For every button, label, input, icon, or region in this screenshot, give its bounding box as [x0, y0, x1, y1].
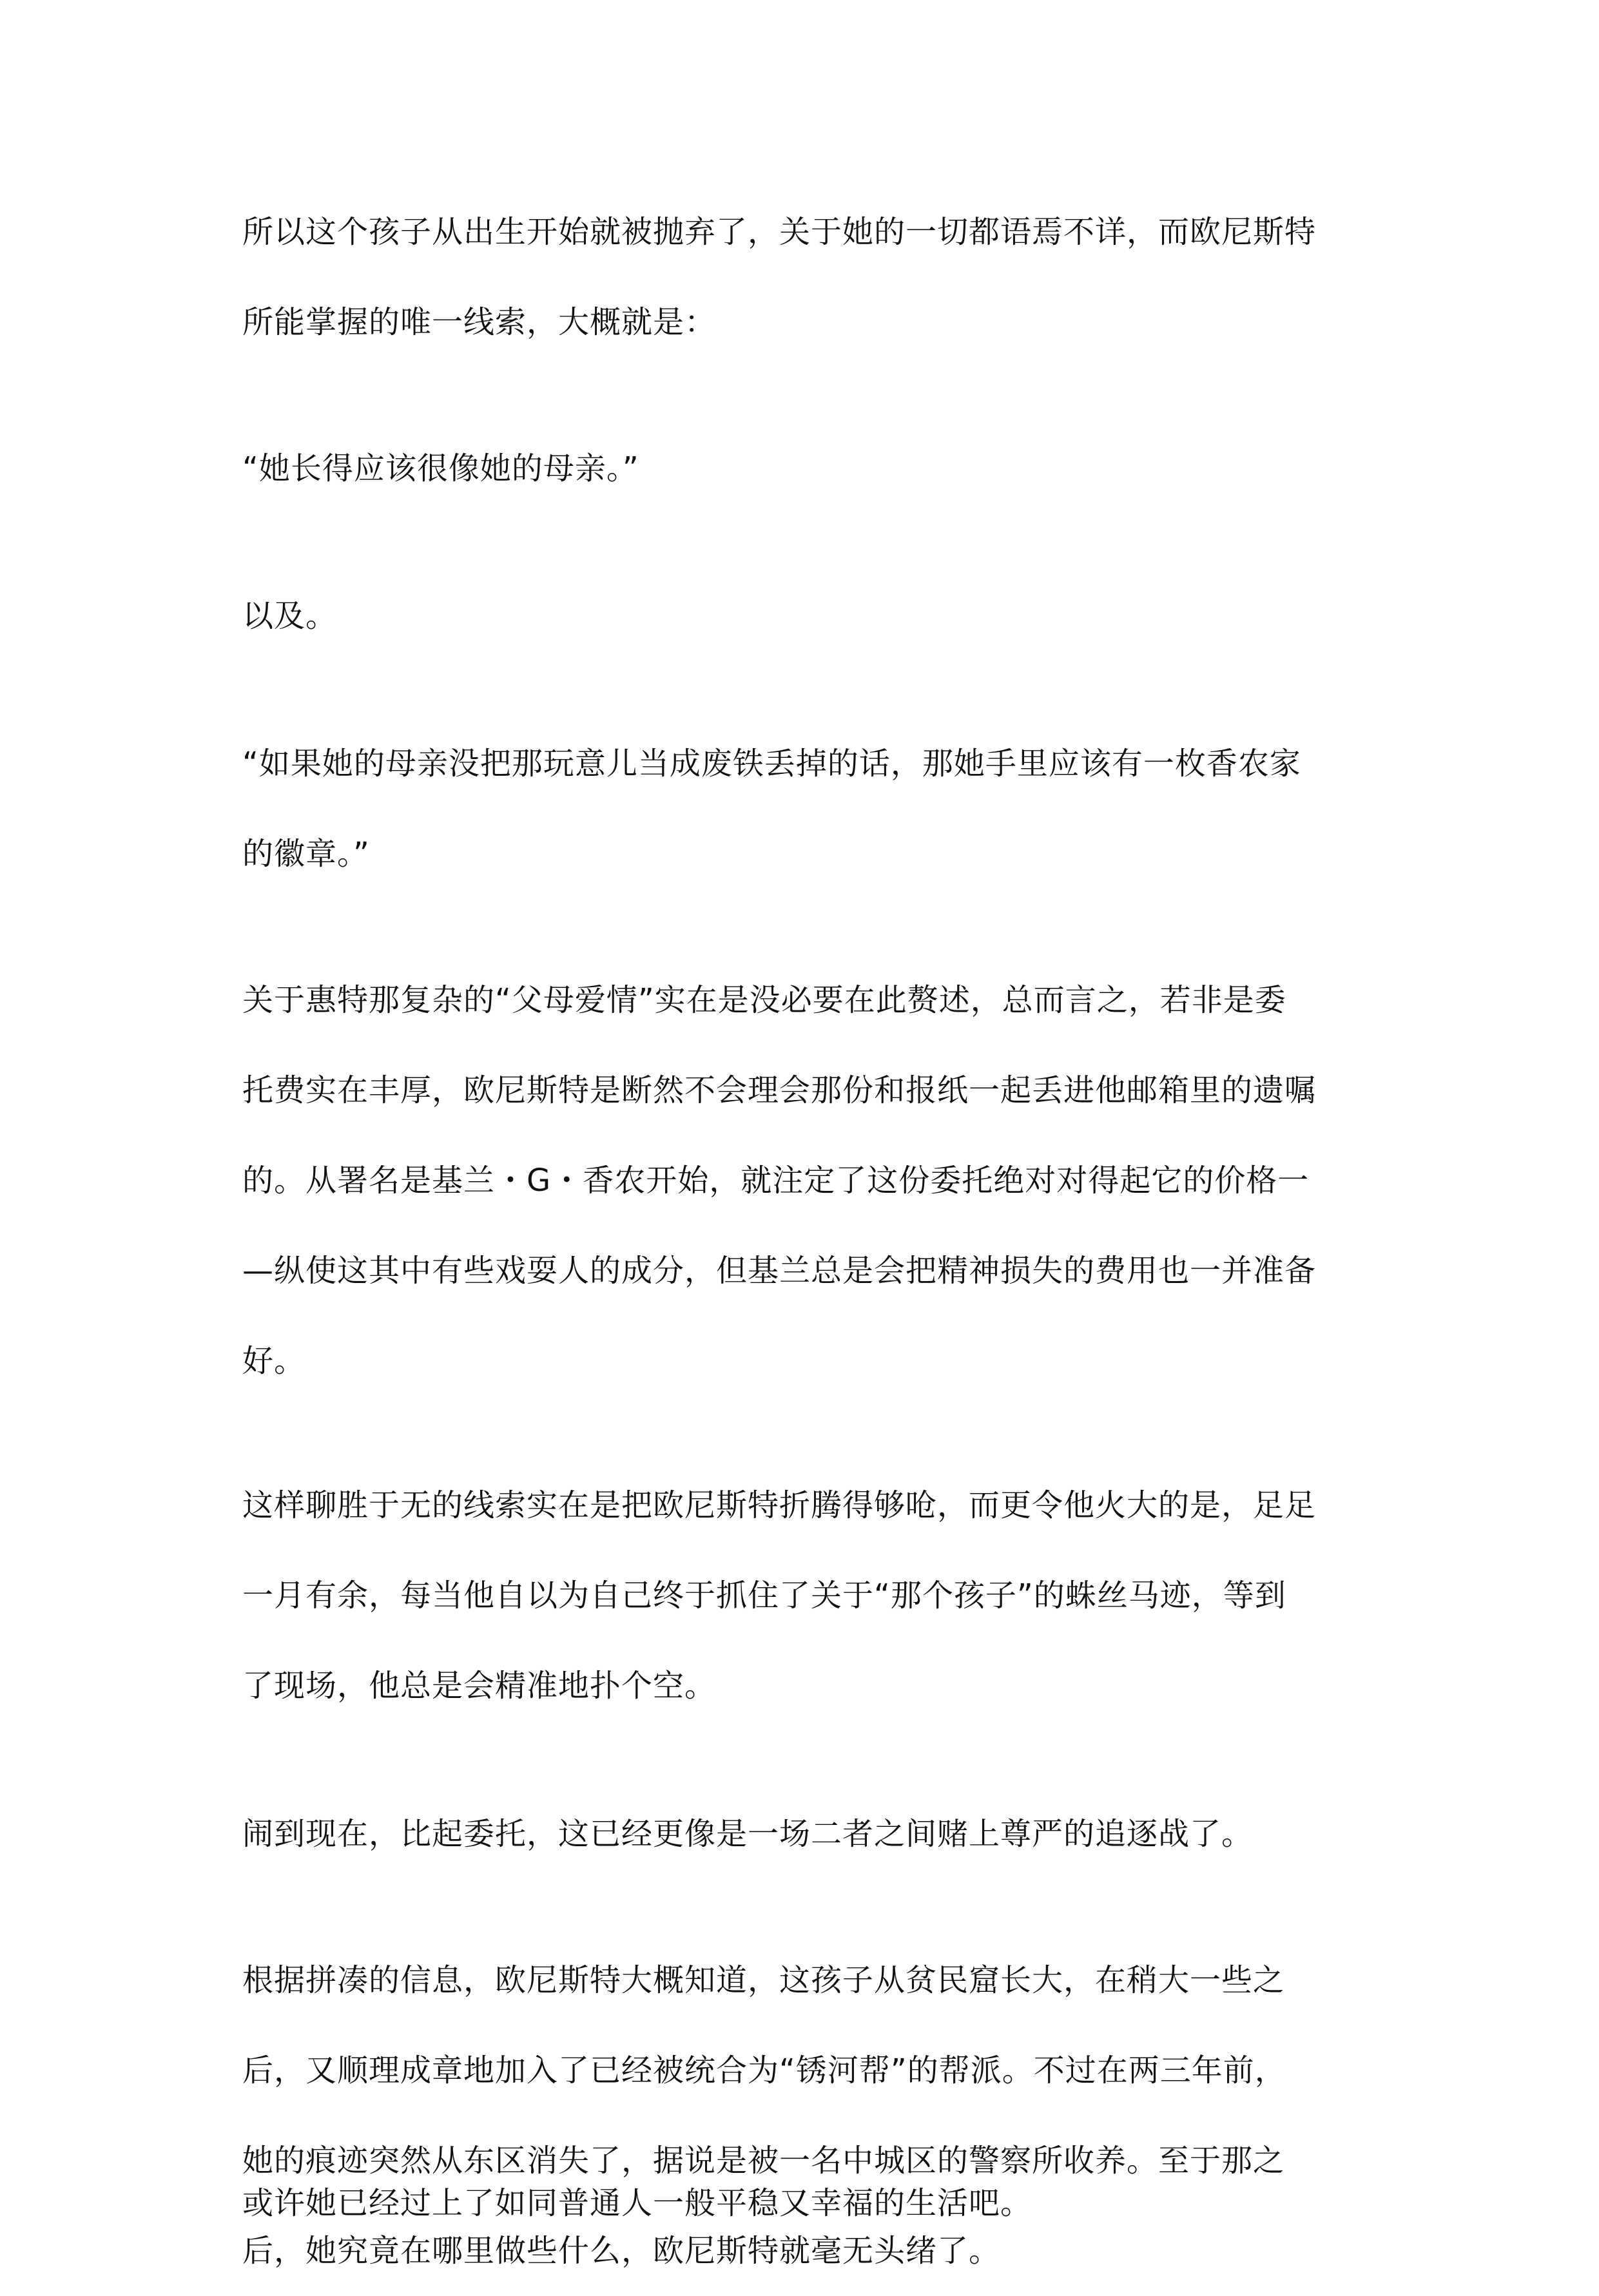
text-line: 好。	[242, 1343, 306, 1379]
text-line: 了现场，他总是会精准地扑个空。	[242, 1668, 717, 1704]
paragraph-2	[242, 423, 1357, 514]
text-line: 的。从署名是基兰・G・香农开始，就注定了这份委托绝对对得起它的价格一	[242, 1162, 1310, 1199]
text-line: 托费实在丰厚，欧尼斯特是断然不会理会那份和报纸一起丢进他邮箱里的遗嘱	[242, 1072, 1317, 1108]
text-line: 所以这个孩子从出生开始就被抛弃了，关于她的一切都语焉不详，而欧尼斯特	[242, 214, 1317, 250]
paragraph-9	[242, 2158, 1357, 2248]
text-line: 所能掌握的唯一线索，大概就是：	[242, 304, 717, 340]
text-line: “如果她的母亲没把那玩意儿当成废铁丢掉的话，那她手里应该有一枚香农家	[242, 746, 1301, 782]
text-line: 的徽章。”	[242, 836, 370, 872]
text-line: 一月有余，每当他自以为自己终于抓住了关于“那个孩子”的蛛丝马迹，等到	[242, 1577, 1286, 1614]
text-line: 她的痕迹突然从东区消失了，据说是被一名中城区的警察所收养。至于那之	[242, 2143, 1285, 2179]
text-line: 后，又顺理成章地加入了已经被统合为“锈河帮”的帮派。不过在两三年前，	[242, 2052, 1286, 2089]
paragraph-5	[242, 955, 1357, 1406]
text-line: —纵使这其中有些戏耍人的成分，但基兰总是会把精神损失的费用也一并准备	[242, 1253, 1317, 1289]
paragraph-1	[242, 187, 1357, 367]
paragraph-4	[242, 719, 1357, 899]
text-line: 这样聊胜于无的线索实在是把欧尼斯特折腾得够呛，而更令他火大的是，足足	[242, 1487, 1317, 1523]
text-line: 后，她究竟在哪里做些什么，欧尼斯特就毫无头绪了。	[242, 2233, 1001, 2269]
text-line: 以及。	[242, 598, 338, 634]
paragraph-7	[242, 1789, 1357, 1879]
text-line: 根据拼凑的信息，欧尼斯特大概知道，这孩子从贫民窟长大，在稍大一些之	[242, 1962, 1285, 1998]
text-line: 闹到现在，比起委托，这已经更像是一场二者之间赌上尊严的追逐战了。	[242, 1816, 1254, 1852]
text-line: 关于惠特那复杂的“父母爱情”实在是没必要在此赘述，总而言之，若非是委	[242, 982, 1286, 1018]
text-line: “她长得应该很像她的母亲。”	[242, 450, 639, 487]
text-line: 或许她已经过上了如同普通人一般平稳又幸福的生活吧。	[242, 2185, 1032, 2221]
paragraph-6	[242, 1460, 1357, 1731]
paragraph-3	[242, 571, 1357, 661]
